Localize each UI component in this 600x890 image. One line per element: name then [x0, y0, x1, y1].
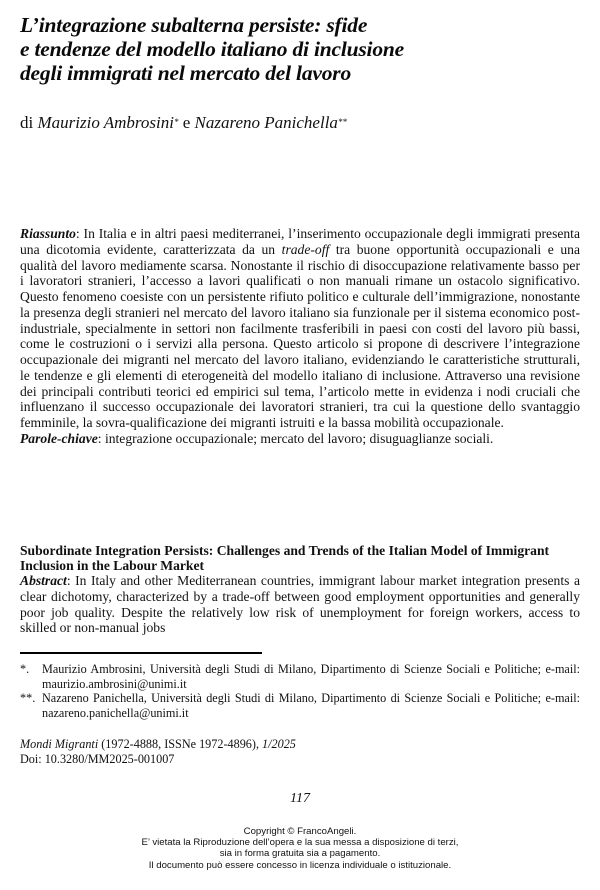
abstract-text: tra buone opportunità occupazionali e una qualità del lavoro mediamente scarsa. Nonostante il rischio di disoccupazione relativamente basso per i lavoratori stranieri, l’accesso a lavori qualificati o non manuali rimane un ostacolo significativo. Questo fenomeno coesiste con un persistente rifiuto politico e culturale dell’immigrazione, nonostante la presenza degli stranieri nel mercato del lavoro italiano sia funzionale per il sistema economico post-industriale, specialmente in settori non facilmente trasferibili in paesi con costi del lavoro più bassi, come le costruzioni o i servizi alla persona. Questo articolo si propone di descrivere l’integrazione occupazionale dei migranti nel mercato del lavoro italiano, evidenziando le caratteristiche strutturali, le tendenze e gli elementi di eterogeneità del modello italiano di inclusione. Attraverso una revisione dei principali contributi teorici ed empirici sul tema, l’articolo mette in evidenza i nodi cruciali che influenzano il successo occupazionale dei lavoratori stranieri, tra cui la questione dello svantaggio femminile, la sovra-qualificazione dei migranti istruiti e la bassa mobilità occupazionale.	[20, 241, 580, 430]
abstract-paragraph	[20, 573, 580, 636]
footnote-divider	[20, 652, 262, 654]
copyright-line: E’ vietata la Riproduzione dell’opera e la sua messa a disposizione di terzi,	[141, 837, 459, 849]
abstract-label: Riassunto	[20, 226, 76, 241]
journal-doi: Doi: 10.3280/MM2025-001007	[20, 752, 175, 766]
abstract-text: : In Italia e in altri paesi mediterranei, l’inserimento occupazionale degli immigrati presenta una dicotomia evidente, caratterizzata da un	[20, 226, 580, 257]
footnote-text: Maurizio Ambrosini, Università degli Studi di Milano, Dipartimento di Scienze Sociali e Politiche; e-mail: maurizio.ambrosini@unimi.it	[42, 662, 580, 691]
copyright-line: Il documento può essere concesso in licenza individuale o istituzionale.	[148, 859, 452, 871]
journal-name: Mondi Migranti	[20, 737, 99, 751]
article-title	[20, 13, 580, 85]
footnote-item	[20, 691, 580, 720]
page-number: 117	[290, 791, 310, 806]
italian-abstract	[20, 226, 580, 447]
keywords-text: : integrazione occupazionale; mercato del lavoro; disuguaglianze sociali.	[97, 430, 494, 446]
abstract-text: : In Italy and other Mediterranean countries, immigrant labour market integration presents a clear dichotomy, characterized by a trade-off between good employment opportunities and generally poor job quality. Despite the relatively low risk of unemployment for foreign workers, access to skilled or non-manual jobs	[20, 573, 580, 636]
author-name-2: Nazareno Panichella	[194, 113, 338, 132]
footnote-item	[20, 662, 580, 691]
author-footnote-mark-1: *	[173, 117, 179, 127]
byline-conjunction: e	[182, 113, 191, 132]
keywords-label: Parole-chiave	[20, 430, 98, 446]
english-abstract	[20, 544, 580, 636]
abstract-paragraph	[20, 226, 580, 431]
title-line: e tendenze del modello italiano di inclusione	[20, 37, 404, 61]
keywords-paragraph	[20, 431, 580, 447]
copyright-line: sia in forma gratuita sia a pagamento.	[219, 848, 381, 860]
footnote-mark: **.	[20, 691, 36, 705]
author-name-1: Maurizio Ambrosini	[37, 113, 174, 132]
footnote-text: Nazareno Panichella, Università degli Studi di Milano, Dipartimento di Scienze Sociali e Politiche; e-mail: nazareno.panichella@unimi.it	[42, 691, 580, 720]
copyright-line: Copyright © FrancoAngeli.	[243, 826, 357, 837]
english-title: Subordinate Integration Persists: Challenges and Trends of the Italian Model of Immigrant Inclusion in the Labour Market	[20, 543, 550, 573]
title-line: degli immigrati nel mercato del lavoro	[20, 61, 351, 85]
journal-info	[20, 737, 296, 767]
footnotes	[20, 662, 580, 720]
footnote-mark: *.	[20, 662, 30, 676]
abstract-label: Abstract	[20, 573, 67, 589]
abstract-italic-term: trade-off	[281, 241, 330, 257]
byline-prefix: di	[20, 113, 34, 132]
journal-issn: (1972-4888, ISSNe 1972-4896),	[98, 737, 263, 751]
journal-issue: 1/2025	[262, 737, 296, 751]
author-byline	[20, 113, 347, 133]
journal-citation	[20, 737, 296, 752]
title-line: L’integrazione subalterna persiste: sfide	[20, 13, 368, 37]
copyright-notice	[0, 826, 600, 871]
author-footnote-mark-2: **	[337, 117, 347, 127]
